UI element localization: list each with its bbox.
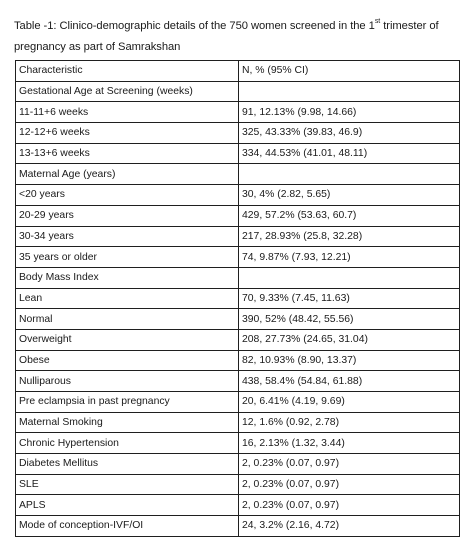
table-row [16, 288, 460, 309]
table-row [16, 226, 460, 247]
table-row [16, 164, 460, 185]
row-characteristic-cell: Maternal Smoking [16, 412, 239, 433]
row-characteristic-cell: Chronic Hypertension [16, 433, 239, 454]
row-value-cell: 82, 10.93% (8.90, 13.37) [239, 350, 460, 371]
row-value-cell [239, 81, 460, 102]
row-value-cell: 2, 0.23% (0.07, 0.97) [239, 454, 460, 475]
table-row [16, 392, 460, 413]
caption-text-end: trimester of pregnancy as part of Samrakshan [14, 20, 439, 53]
row-characteristic-cell: Mode of conception-IVF/OI [16, 516, 239, 537]
row-value-cell: 2, 0.23% (0.07, 0.97) [239, 474, 460, 495]
header-cell-n-percent-ci: N, % (95% CI) [239, 61, 460, 82]
table-row [16, 309, 460, 330]
row-value-cell: 12, 1.6% (0.92, 2.78) [239, 412, 460, 433]
row-characteristic-cell: Lean [16, 288, 239, 309]
table-row [16, 474, 460, 495]
row-value-cell: 91, 12.13% (9.98, 14.66) [239, 102, 460, 123]
row-characteristic-cell: <20 years [16, 185, 239, 206]
row-value-cell [239, 267, 460, 288]
row-value-cell [239, 164, 460, 185]
table-row [16, 81, 460, 102]
row-characteristic-cell: 12-12+6 weeks [16, 123, 239, 144]
row-characteristic-cell: 30-34 years [16, 226, 239, 247]
row-characteristic-cell: Maternal Age (years) [16, 164, 239, 185]
table-row [16, 102, 460, 123]
row-value-cell: 217, 28.93% (25.8, 32.28) [239, 226, 460, 247]
row-value-cell: 438, 58.4% (54.84, 61.88) [239, 371, 460, 392]
caption-text: Table -1: Clinico-demographic details of the 750 women screened in the 1 [14, 20, 375, 32]
table-row [16, 205, 460, 226]
row-value-cell: 390, 52% (48.42, 55.56) [239, 309, 460, 330]
row-value-cell: 429, 57.2% (53.63, 60.7) [239, 205, 460, 226]
table-caption [14, 16, 466, 58]
table-row [16, 412, 460, 433]
row-characteristic-cell: 35 years or older [16, 247, 239, 268]
row-characteristic-cell: 11-11+6 weeks [16, 102, 239, 123]
table-row [16, 516, 460, 537]
row-characteristic-cell: Normal [16, 309, 239, 330]
row-characteristic-cell: Gestational Age at Screening (weeks) [16, 81, 239, 102]
table-row [16, 329, 460, 350]
row-value-cell: 334, 44.53% (41.01, 48.11) [239, 143, 460, 164]
row-characteristic-cell: Body Mass Index [16, 267, 239, 288]
table-row [16, 247, 460, 268]
row-characteristic-cell: SLE [16, 474, 239, 495]
row-value-cell: 325, 43.33% (39.83, 46.9) [239, 123, 460, 144]
row-characteristic-cell: Nulliparous [16, 371, 239, 392]
clinico-demographic-table [15, 60, 460, 537]
row-characteristic-cell: 20-29 years [16, 205, 239, 226]
row-value-cell: 24, 3.2% (2.16, 4.72) [239, 516, 460, 537]
row-characteristic-cell: Diabetes Mellitus [16, 454, 239, 475]
row-characteristic-cell: APLS [16, 495, 239, 516]
row-value-cell: 30, 4% (2.82, 5.65) [239, 185, 460, 206]
row-value-cell: 208, 27.73% (24.65, 31.04) [239, 329, 460, 350]
table-header-row [16, 61, 460, 82]
table-row [16, 433, 460, 454]
row-value-cell: 20, 6.41% (4.19, 9.69) [239, 392, 460, 413]
table-row [16, 267, 460, 288]
row-characteristic-cell: Pre eclampsia in past pregnancy [16, 392, 239, 413]
row-value-cell: 2, 0.23% (0.07, 0.97) [239, 495, 460, 516]
row-characteristic-cell: 13-13+6 weeks [16, 143, 239, 164]
row-value-cell: 16, 2.13% (1.32, 3.44) [239, 433, 460, 454]
table-body [16, 61, 460, 537]
table-row [16, 123, 460, 144]
table-row [16, 371, 460, 392]
row-characteristic-cell: Overweight [16, 329, 239, 350]
row-value-cell: 70, 9.33% (7.45, 11.63) [239, 288, 460, 309]
table-row [16, 143, 460, 164]
row-value-cell: 74, 9.87% (7.93, 12.21) [239, 247, 460, 268]
header-cell-characteristic: Characteristic [16, 61, 239, 82]
caption-superscript: st [374, 18, 381, 26]
table-row [16, 350, 460, 371]
table-row [16, 454, 460, 475]
table-row [16, 495, 460, 516]
row-characteristic-cell: Obese [16, 350, 239, 371]
table-row [16, 185, 460, 206]
